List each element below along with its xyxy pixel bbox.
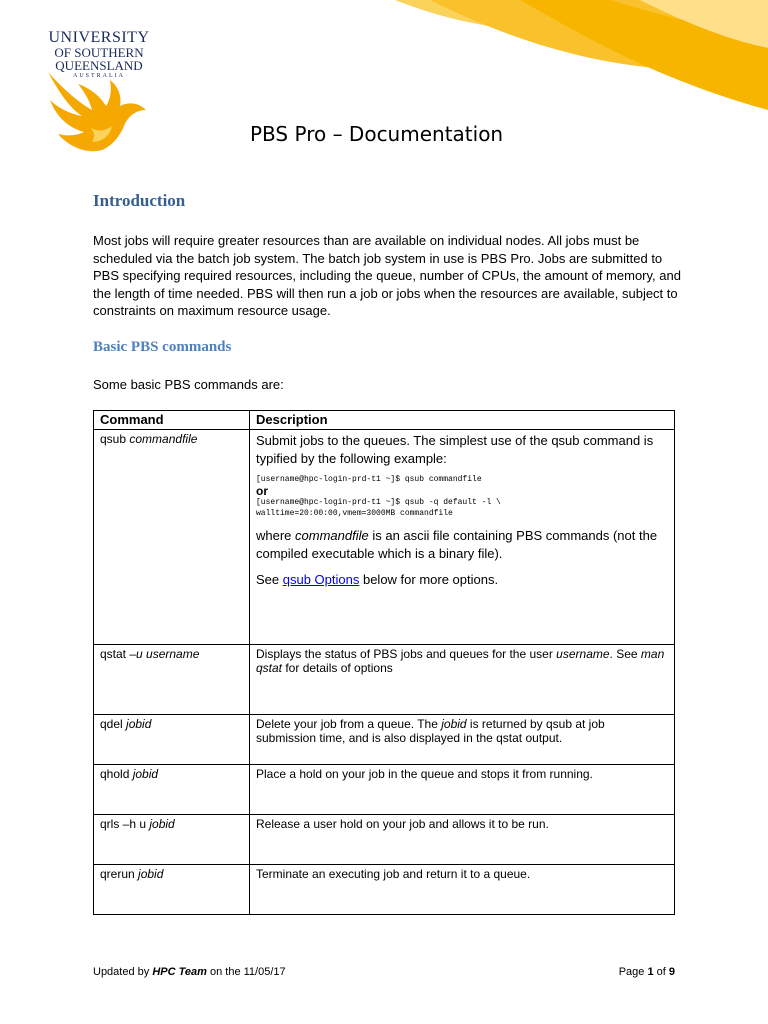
footer-updated-pre: Updated by xyxy=(93,966,153,978)
header-description: Description xyxy=(250,411,675,430)
footer-page-mid: of xyxy=(653,966,669,978)
logo-line-4: AUSTRALIA xyxy=(73,73,125,79)
cell-command-qrerun xyxy=(94,865,250,915)
table-row-qrerun xyxy=(94,865,675,915)
introduction-paragraph: Most jobs will require greater resources than are available on individual nodes. All jobs must be scheduled via the batch job system. The batch job system in use is PBS Pro. Jobs are submitted to PBS specifying required resources, including the queue, number of CPUs, the amount of memory, and the length of time needed. PBS will then run a job or jobs when the resources are available, subject to constraints on maximum resource usage. xyxy=(93,233,681,318)
desc-arg: username xyxy=(556,647,610,661)
command-name: qrls –h u xyxy=(100,817,147,831)
desc-mid: . See xyxy=(609,647,641,661)
command-arg: jobid xyxy=(149,817,175,831)
footer-page-number xyxy=(619,966,675,978)
qsub-description: Submit jobs to the queues. The simplest use of the qsub command is typified by the following example: xyxy=(256,433,654,466)
command-name: qdel xyxy=(100,717,123,731)
footer-page-num: 1 xyxy=(647,966,654,978)
cell-description-qrls: Release a user hold on your job and allows it to be run. xyxy=(250,815,675,865)
command-arg: jobid xyxy=(126,717,152,731)
command-name: qrerun xyxy=(100,867,135,881)
desc-pre: Delete your job from a queue. The xyxy=(256,717,442,731)
table-row-qstat xyxy=(94,645,675,715)
footer-page-total: 9 xyxy=(668,966,675,978)
command-arg: jobid xyxy=(132,767,159,781)
table-row-qhold xyxy=(94,765,675,815)
command-arg: commandfile xyxy=(129,432,198,446)
where-post: is an ascii file containing PBS commands (not the compiled executable which is a binary file). xyxy=(256,528,658,561)
phoenix-icon xyxy=(40,66,158,160)
cell-command-qdel xyxy=(94,715,250,765)
table-row-qdel xyxy=(94,715,675,765)
document-title: PBS Pro – Documentation xyxy=(250,122,504,146)
command-name: qstat – xyxy=(100,647,137,661)
cell-description-qhold: Place a hold on your job in the queue and stops it from running. xyxy=(250,765,675,815)
cell-description-qdel xyxy=(250,715,675,765)
cell-command-qrls xyxy=(94,815,250,865)
table-header-row xyxy=(94,411,675,430)
header-command: Command xyxy=(94,411,250,430)
table-row-qsub xyxy=(94,430,675,645)
table-row-qrls xyxy=(94,815,675,865)
command-name: qhold xyxy=(100,767,130,781)
logo-line-2: OF SOUTHERN xyxy=(54,45,144,60)
desc-man: man qstat xyxy=(256,647,665,675)
desc-post: for details of options xyxy=(282,661,393,675)
qsub-code-line-2: [username@hpc-login-prd-t1 ~]$ qsub -q default -l \ xyxy=(256,498,501,507)
where-arg: commandfile xyxy=(295,528,369,543)
qsub-options-link[interactable]: qsub Options xyxy=(282,572,360,587)
cell-command-qstat xyxy=(94,645,250,715)
see-pre: See xyxy=(256,572,283,587)
introduction-heading: Introduction xyxy=(93,191,186,210)
cell-command-qhold xyxy=(94,765,250,815)
command-name: qsub xyxy=(100,432,127,446)
qsub-or: or xyxy=(256,484,268,498)
qsub-code-line-3: walltime=20:00:00,vmem=3000MB commandfile xyxy=(256,509,453,518)
footer-updated-post: on the 11/05/17 xyxy=(206,966,286,978)
qsub-see xyxy=(256,571,668,589)
command-arg: u username xyxy=(136,647,200,661)
logo-line-1: UNIVERSITY xyxy=(48,29,150,46)
cell-description-qrerun: Terminate an executing job and return it to a queue. xyxy=(250,865,675,915)
cell-command-qsub xyxy=(94,430,250,645)
cell-description-qsub xyxy=(250,430,675,645)
desc-arg: jobid xyxy=(441,717,467,731)
command-arg: jobid xyxy=(138,867,164,881)
logo-line-3: QUEENSLAND xyxy=(55,58,143,73)
qsub-where xyxy=(256,527,668,563)
university-logo xyxy=(40,30,158,160)
cell-description-qstat xyxy=(250,645,675,715)
where-pre: where xyxy=(256,528,296,543)
footer-updated xyxy=(93,966,286,978)
basic-commands-lead: Some basic PBS commands are: xyxy=(93,377,284,392)
footer-page-pre: Page xyxy=(618,966,648,978)
footer-team: HPC Team xyxy=(152,966,207,978)
qsub-code-line-1: [username@hpc-login-prd-t1 ~]$ qsub commandfile xyxy=(256,475,482,484)
basic-commands-heading: Basic PBS commands xyxy=(93,339,232,355)
see-post: below for more options. xyxy=(359,572,499,587)
commands-table xyxy=(93,410,675,915)
desc-post: is returned by qsub at job submission time, and is also displayed in the qstat output. xyxy=(256,717,605,745)
desc-pre: Displays the status of PBS jobs and queues for the user xyxy=(256,647,557,661)
